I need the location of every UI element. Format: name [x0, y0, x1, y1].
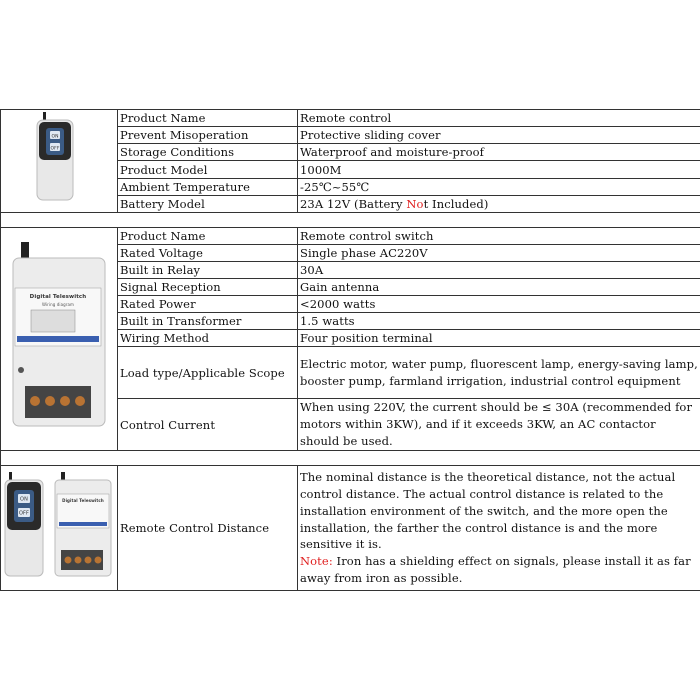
note-text: Iron has a shielding effect on signals, please install it as far away from iron as possible.: [300, 554, 691, 585]
row-value: 1000M: [298, 161, 700, 178]
row-value: Waterproof and moisture-proof: [298, 144, 700, 161]
row-label: Product Name: [118, 110, 298, 127]
section-spacer: [1, 451, 700, 466]
row-label: Storage Conditions: [118, 144, 298, 161]
off-button-label: OFF: [50, 146, 60, 152]
table-row: [1, 228, 700, 245]
set-image-cell: [1, 466, 118, 591]
row-value: Electric motor, water pump, fluorescent lamp, energy-saving lamp, booster pump, farmland irrigation, industrial control equipment: [298, 347, 700, 399]
row-label: Remote Control Distance: [118, 466, 298, 591]
row-value: 1.5 watts: [298, 313, 700, 330]
distance-value: [298, 466, 700, 591]
row-label: Built in Relay: [118, 262, 298, 279]
row-value: Protective sliding cover: [298, 127, 700, 144]
on-button-label: ON: [51, 134, 59, 140]
row-label: Rated Power: [118, 296, 298, 313]
row-label: Wiring Method: [118, 330, 298, 347]
row-value: Single phase AC220V: [298, 245, 700, 262]
battery-value: [298, 195, 700, 212]
distance-text: The nominal distance is the theoretical distance, not the actual control distance. The actual control distance is related to the installation environment of the switch, and the more open the installation, the farther the control distance is and the more sensitive it is.: [300, 470, 676, 552]
row-value: Remote control: [298, 110, 700, 127]
device-label: Digital Teleswitch: [29, 294, 87, 300]
note-label: Note:: [300, 554, 333, 569]
battery-text-red: No: [406, 196, 424, 211]
remote-image-cell: [1, 110, 118, 213]
row-label: Ambient Temperature: [118, 178, 298, 195]
row-value: Four position terminal: [298, 330, 700, 347]
row-label: Signal Reception: [118, 279, 298, 296]
device-label: Digital Teleswitch: [62, 498, 104, 503]
remote-control-image: [1, 110, 116, 208]
row-value: Gain antenna: [298, 279, 700, 296]
row-value: 30A: [298, 262, 700, 279]
battery-text-start: 23A 12V (Battery: [300, 196, 407, 211]
switch-image-cell: [1, 228, 118, 451]
battery-text-end: t Included): [423, 196, 489, 211]
row-label: Prevent Misoperation: [118, 127, 298, 144]
row-label: Product Name: [118, 228, 298, 245]
section-spacer: [1, 213, 700, 228]
row-label: Control Current: [118, 399, 298, 451]
device-sublabel: Wiring diagram: [41, 302, 75, 307]
row-label: Product Model: [118, 161, 298, 178]
row-value: <2000 watts: [298, 296, 700, 313]
spec-sheet: [0, 109, 700, 591]
spec-table: [0, 109, 700, 591]
row-value: When using 220V, the current should be ≤ 30A (recommended for motors within 3KW), and if it exceeds 3KW, an AC contactor should be used.: [298, 399, 700, 451]
table-row: [1, 110, 700, 127]
row-label: Rated Voltage: [118, 245, 298, 262]
row-value: Remote control switch: [298, 228, 700, 245]
row-label: Battery Model: [118, 195, 298, 212]
on-button-label: ON: [20, 496, 28, 503]
remote-switch-image: [1, 228, 116, 446]
row-label: Load type/Applicable Scope: [118, 347, 298, 399]
row-label: Built in Transformer: [118, 313, 298, 330]
table-row: [1, 466, 700, 591]
off-button-label: OFF: [19, 510, 29, 517]
remote-and-switch-image: [1, 466, 116, 586]
row-value: -25℃~55℃: [298, 178, 700, 195]
